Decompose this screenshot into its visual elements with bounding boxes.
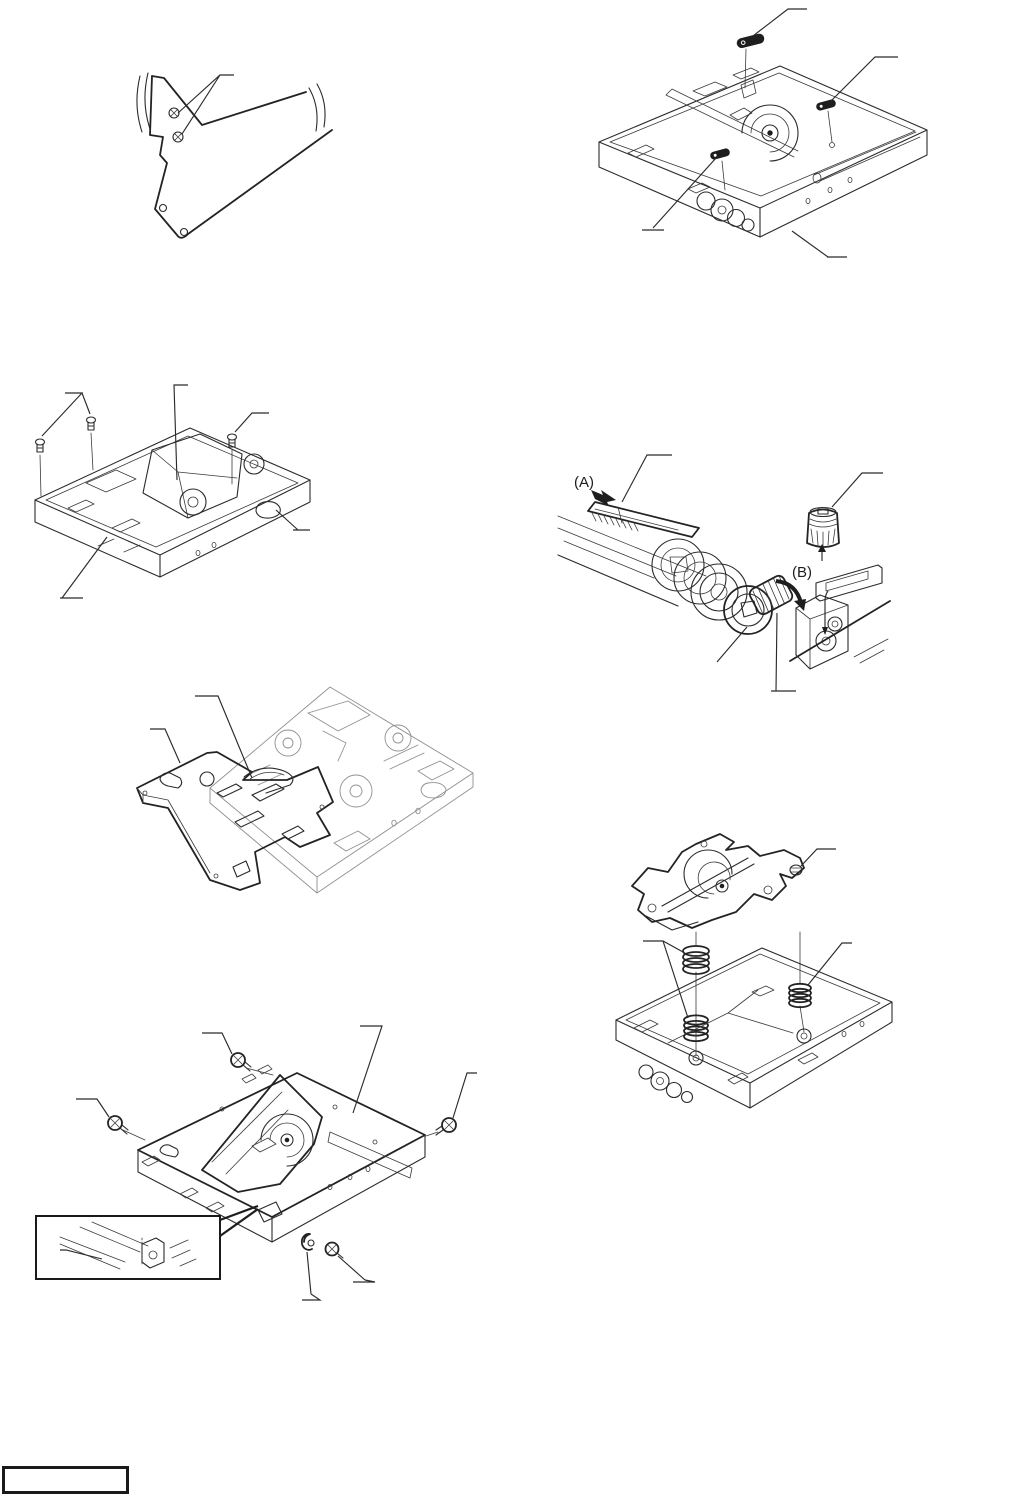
break-marks-left — [137, 73, 150, 132]
bracket-outline — [150, 76, 332, 238]
chassis-interior — [68, 434, 280, 556]
bottom-plate-outline — [137, 752, 333, 890]
screw-icon — [436, 1118, 456, 1135]
chassis-mounting-screws-inset-drawing — [30, 1022, 505, 1312]
bottom-plate-removal-drawing — [98, 683, 493, 898]
screw-icon — [173, 132, 183, 142]
retainer-clip-icon — [302, 1234, 314, 1250]
chassis-background — [210, 687, 473, 893]
rack-slider — [588, 502, 699, 537]
screw-guide-line — [123, 1068, 438, 1140]
spring-pin-icon — [710, 148, 730, 160]
hole — [181, 229, 188, 236]
mechanism-chassis-cover-screws-drawing — [28, 378, 323, 608]
traverse-unit-outline — [632, 834, 804, 930]
leader-line — [643, 849, 852, 1018]
mechanism-chassis-spring-pins-drawing — [598, 5, 938, 270]
spring-pin-icon — [816, 99, 836, 111]
direction-a-label: (A) — [574, 474, 594, 491]
screw-icon — [169, 108, 179, 118]
screw-icon — [87, 417, 96, 430]
knurled-barrel-icon — [748, 574, 795, 617]
chassis-outline — [616, 948, 892, 1108]
spring-guide-line — [696, 932, 804, 1056]
side-bracket-with-screws-drawing — [128, 62, 348, 247]
footer-label-box — [2, 1466, 129, 1494]
hole — [160, 205, 167, 212]
coil-spring-icon — [683, 946, 709, 974]
knurled-knob-icon — [807, 508, 839, 548]
leader-line — [622, 455, 883, 691]
chassis-cover-interior — [160, 1065, 412, 1192]
spring-pin-icon — [736, 33, 764, 48]
direction-b-label: (B) — [792, 564, 812, 581]
screw-icon — [326, 1243, 344, 1259]
break-marks-right — [309, 84, 325, 131]
screw-icon — [228, 434, 237, 447]
roller-assembly-icon — [652, 539, 772, 634]
leader-line — [42, 385, 310, 598]
coil-spring-icon — [789, 984, 811, 1007]
chassis-outline — [35, 428, 310, 577]
screw-icon — [36, 439, 45, 452]
loading-roller-and-knob-drawing — [558, 443, 898, 698]
traverse-unit-damper-springs-drawing — [608, 828, 938, 1118]
